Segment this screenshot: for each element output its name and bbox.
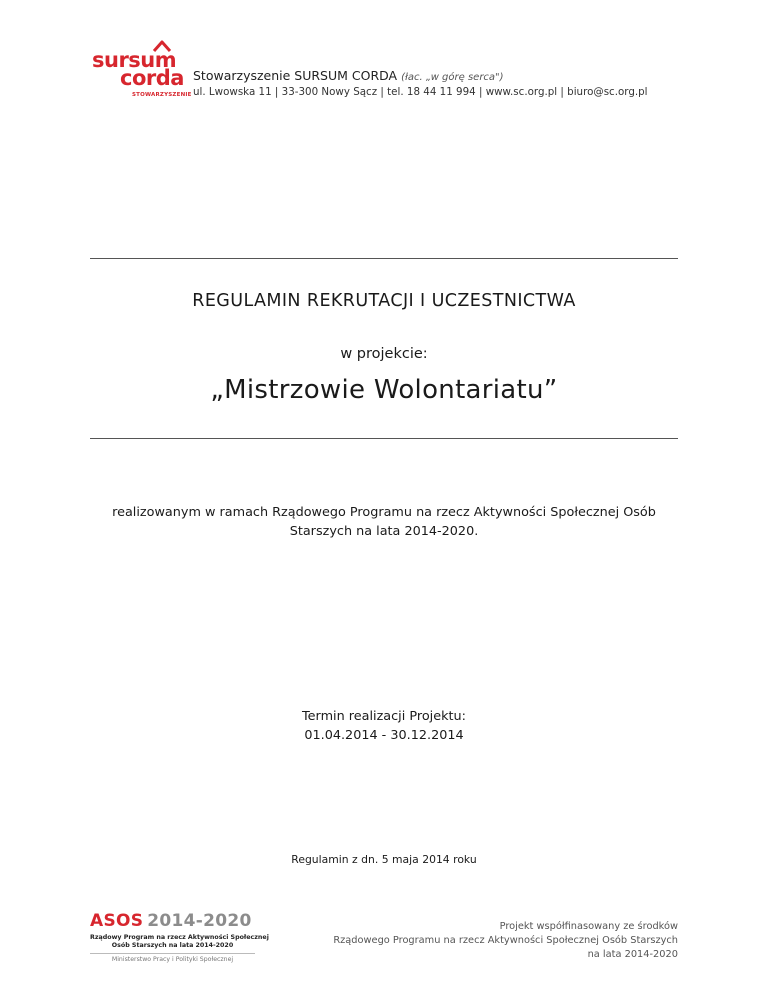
funding-note xyxy=(333,920,678,962)
asos-ministry: Ministerstwo Pracy i Polityki Społecznej xyxy=(111,956,234,963)
organization-name-text: Stowarzyszenie SURSUM CORDA xyxy=(193,68,398,83)
asos-program-line1: Rządowy Program na rzecz Aktywności Społecznej xyxy=(90,934,269,941)
logo-word-stowarzyszenie: STOWARZYSZENIE xyxy=(132,92,192,98)
organization-latin-note: (łac. „w górę serca") xyxy=(401,72,504,83)
top-divider xyxy=(90,258,678,259)
document-subtitle: w projekcie: xyxy=(340,346,428,362)
program-description: realizowanym w ramach Rządowego Programu na rzecz Aktywności Społecznej Osób Starszych na lata 2014-2020. xyxy=(112,505,656,539)
asos-separator xyxy=(90,953,255,954)
document-title: REGULAMIN REKRUTACJI I UCZESTNICTWA xyxy=(192,291,576,311)
term-value: 01.04.2014 - 30.12.2014 xyxy=(304,728,464,743)
asos-logo xyxy=(90,911,269,963)
asos-abbr: ASOS xyxy=(90,911,144,931)
asos-heading xyxy=(90,911,255,931)
organization-contact: ul. Lwowska 11 | 33-300 Nowy Sącz | tel. 18 44 11 994 | www.sc.org.pl | biuro@sc.org.pl xyxy=(193,86,648,98)
logo-word-sursum: sursum xyxy=(92,48,177,72)
organization-name xyxy=(193,68,504,83)
project-name: „Mistrzowie Wolontariatu” xyxy=(210,375,558,405)
asos-program-line2: Osób Starszych na lata 2014-2020 xyxy=(111,942,234,949)
funding-line1: Projekt współfinasowany ze środków xyxy=(499,921,678,932)
sursum-corda-logo xyxy=(92,40,192,100)
logo-word-corda: corda xyxy=(120,66,184,90)
bottom-divider xyxy=(90,438,678,439)
funding-line2: Rządowego Programu na rzecz Aktywności Społecznej Osób Starszych xyxy=(333,935,678,946)
asos-years: 2014-2020 xyxy=(147,911,252,931)
regulation-date: Regulamin z dn. 5 maja 2014 roku xyxy=(291,853,477,866)
asos-program-name xyxy=(90,934,269,950)
term-label: Termin realizacji Projektu: xyxy=(302,709,466,724)
funding-line3: na lata 2014-2020 xyxy=(587,949,678,960)
